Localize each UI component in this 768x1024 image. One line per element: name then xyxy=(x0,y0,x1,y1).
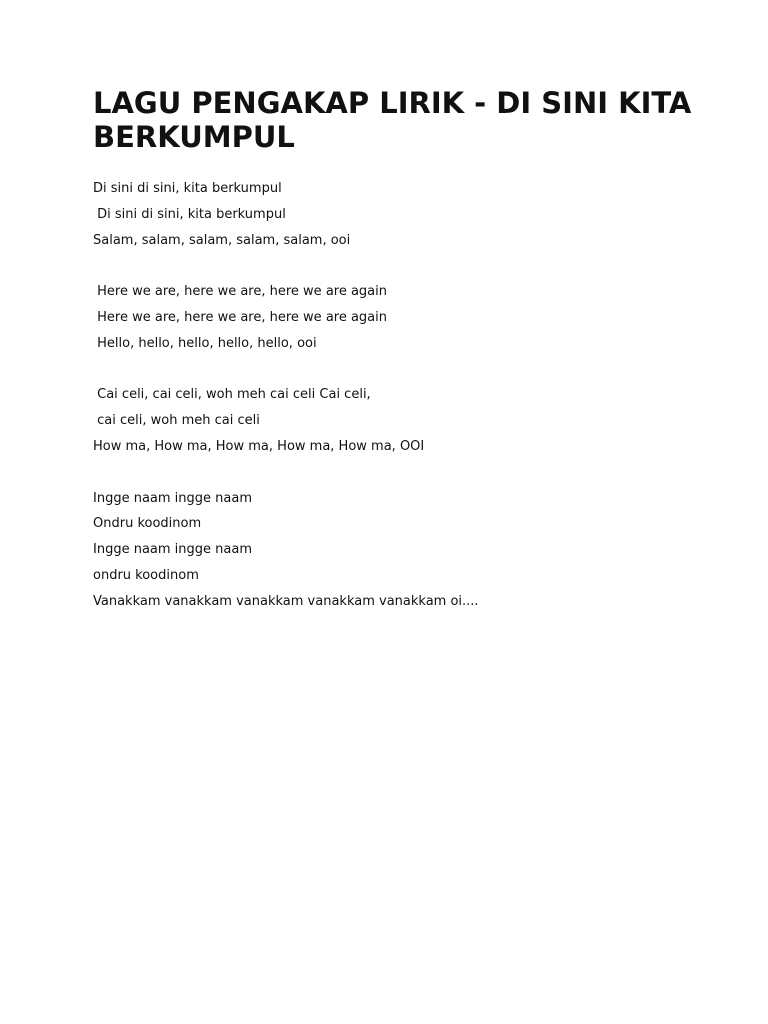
blank-line xyxy=(93,357,713,383)
lyric-line: Hello, hello, hello, hello, hello, ooi xyxy=(93,335,317,351)
lyric-line: Here we are, here we are, here we are again xyxy=(93,309,388,325)
lyric-line: Salam, salam, salam, salam, salam, ooi xyxy=(93,232,351,248)
lyric-line: Di sini di sini, kita berkumpul xyxy=(93,206,286,222)
lyric-line: Ingge naam ingge naam xyxy=(93,542,252,558)
blank-line xyxy=(93,253,713,279)
lyric-line: ondru koodinom xyxy=(93,567,199,583)
lyric-line: How ma, How ma, How ma, How ma, How ma, OOI xyxy=(93,438,425,454)
lyric-line: Di sini di sini, kita berkumpul xyxy=(93,181,282,196)
lyric-line: Vanakkam vanakkam vanakkam vanakkam vanakkam oi.... xyxy=(93,593,479,609)
blank-line xyxy=(93,460,713,486)
page-title: LAGU PENGAKAP LIRIK - DI SINI KITA BERKUMPUL xyxy=(93,86,692,154)
lyrics-body xyxy=(93,176,713,615)
lyric-line: Cai celi, cai celi, woh meh cai celi Cai celi, xyxy=(93,387,371,403)
lyric-line: Here we are, here we are, here we are again xyxy=(93,284,388,300)
lyric-line: cai celi, woh meh cai celi xyxy=(93,413,260,429)
lyric-line: Ondru koodinom xyxy=(93,516,202,532)
lyric-line: Ingge naam ingge naam xyxy=(93,490,252,506)
